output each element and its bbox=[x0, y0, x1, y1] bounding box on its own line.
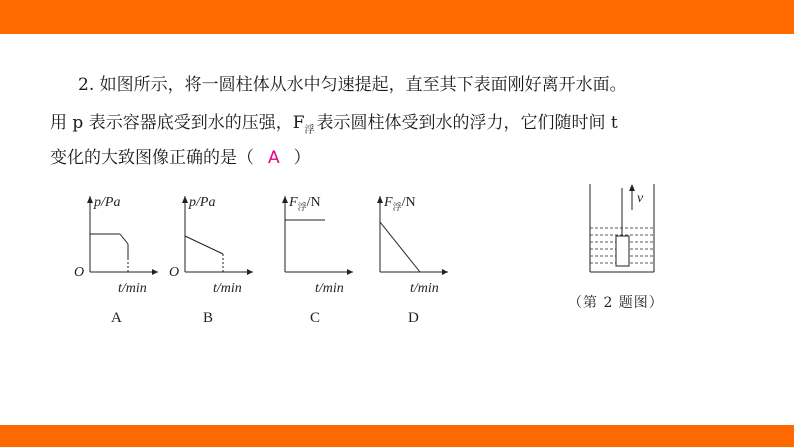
graph-a-ylabel: p/Pa bbox=[94, 195, 121, 210]
question-line-2: 用 p 表示容器底受到水的压强，$F_浮$ 表示圆柱体受到水的浮力，它们随时间 t bbox=[50, 113, 618, 136]
graph-c-ylabel: $F_浮/N$ bbox=[289, 195, 321, 212]
cylinder bbox=[616, 236, 629, 266]
bottom-banner bbox=[0, 425, 794, 447]
question-line-3: 变化的大致图像正确的是（ A ） bbox=[50, 148, 311, 168]
graph-b-ylabel: p/Pa bbox=[189, 195, 216, 210]
graph-b-origin: O bbox=[169, 265, 180, 280]
figure-caption: （第 2 题图） bbox=[568, 295, 664, 311]
answer-mark: A bbox=[268, 148, 280, 168]
graph-c-xlabel: t/min bbox=[315, 281, 344, 296]
graph-a bbox=[68, 188, 168, 298]
graph-d bbox=[358, 188, 458, 298]
graph-c bbox=[263, 188, 363, 298]
option-a-label: A bbox=[111, 310, 122, 326]
question-line-1: 2. 如图所示，将一圆柱体从水中匀速提起，直至其下表面刚好离开水面。 bbox=[78, 75, 627, 95]
option-b-label: B bbox=[203, 310, 214, 326]
velocity-label: v bbox=[637, 191, 644, 206]
graph-b-xlabel: t/min bbox=[213, 281, 242, 296]
top-banner bbox=[0, 0, 794, 34]
container-figure bbox=[580, 180, 670, 280]
graph-d-ylabel: $F_浮/N$ bbox=[384, 195, 416, 212]
graph-a-xlabel: t/min bbox=[118, 281, 147, 296]
graph-b bbox=[163, 188, 263, 298]
subscript-buoyancy: 浮 bbox=[304, 125, 315, 136]
option-c-label: C bbox=[310, 310, 321, 326]
graph-a-origin: O bbox=[74, 265, 85, 280]
option-d-label: D bbox=[408, 310, 419, 326]
graph-d-xlabel: t/min bbox=[410, 281, 439, 296]
